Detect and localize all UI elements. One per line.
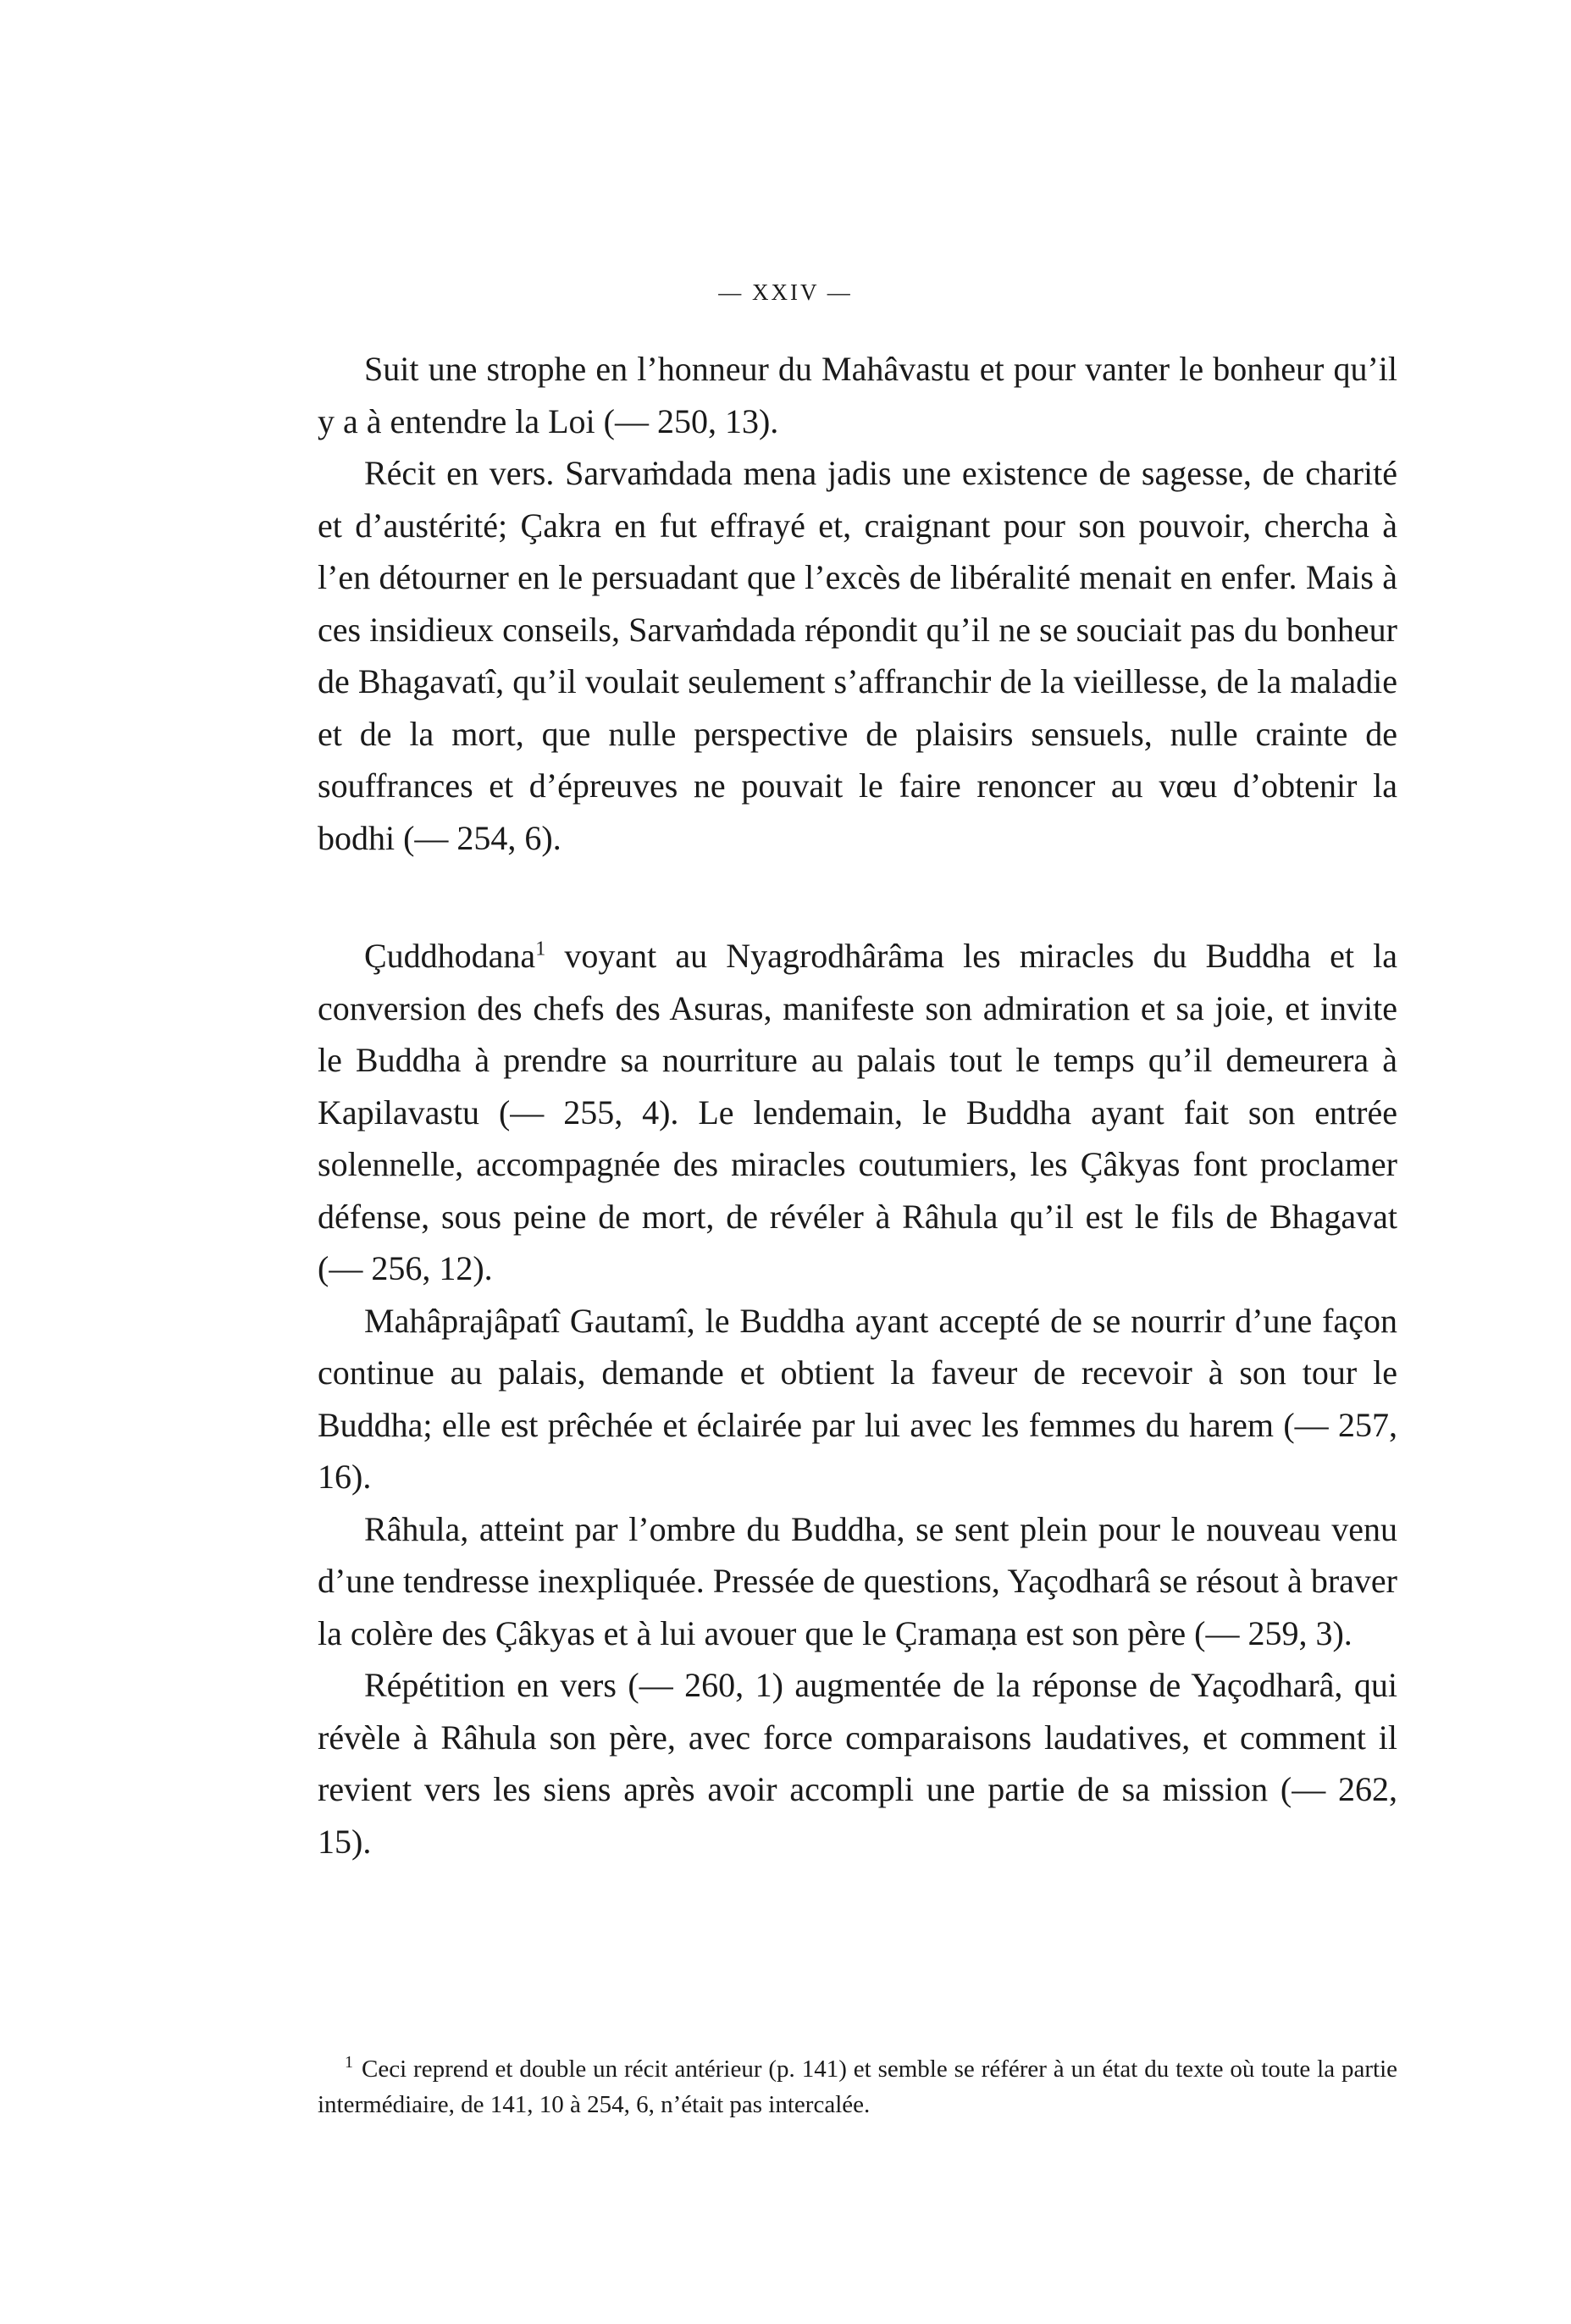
paragraph-cuddhodana-rest: voyant au Nyagrodhârâma les miracles du Buddha et la conversion des chefs des Asuras, manifeste son admiration et sa joie, et invite le Buddha à prendre sa nourriture au palais tout le temps qu’il demeurera à Kapilavastu (— 255, 4). Le lendemain, le Buddha ayant fait son entrée solennelle, accompagnée des miracles coutumiers, les Çâkyas font proclamer défense, sous peine de mort, de révéler à Râhula qu’il est le fils de Bhagavat (— 256, 12). <box>318 937 1397 1287</box>
paragraph-cuddhodana-start: Çuddhodana <box>364 937 536 975</box>
footnote-mark: 1 <box>345 2053 353 2072</box>
main-text <box>318 343 1397 1868</box>
footnote-text: Ceci reprend et double un récit antérieur (p. 141) et semble se référer à un état du texte où toute la partie intermédiaire, de 141, 10 à 254, 6, n’était pas intercalée. <box>318 2056 1397 2118</box>
paragraph-recit-en-vers: Récit en vers. Sarvaṁdada mena jadis une existence de sagesse, de charité et d’austérité; Çakra en fut effrayé et, craignant pour son pouvoir, chercha à l’en détourner en le persuadant que l’excès de libéralité menait en enfer. Mais à ces insidieux conseils, Sarvaṁdada répondit qu’il ne se souciait pas du bonheur de Bhagavatî, qu’il voulait seulement s’affranchir de la vieillesse, de la maladie et de la mort, que nulle perspective de plaisirs sensuels, nulle crainte de souffrances et d’épreuves ne pouvait le faire renoncer au vœu d’obtenir la bodhi (— 254, 6). <box>318 454 1397 857</box>
paragraph-strophe: Suit une strophe en l’honneur du Mahâvastu et pour vanter le bonheur qu’il y a à entendre la Loi (— 250, 13). <box>318 350 1397 440</box>
paragraph-mahaprajapati: Mahâprajâpatî Gautamî, le Buddha ayant accepté de se nourrir d’une façon continue au palais, demande et obtient la faveur de recevoir à son tour le Buddha; elle est prêchée et éclairée par lui avec les femmes du harem (— 257, 16). <box>318 1301 1397 1496</box>
footnote <box>318 2051 1397 2122</box>
footnote-reference: 1 <box>535 938 546 960</box>
running-head: — XXIV — <box>718 279 853 305</box>
paragraph-cuddhodana <box>318 930 1397 1295</box>
paragraph-repetition: Répétition en vers (— 260, 1) augmentée de la réponse de Yaçodharâ, qui révèle à Râhula son père, avec force comparaisons laudatives, et comment il revient vers les siens après avoir accompli une partie de sa mission (— 262, 15). <box>318 1666 1397 1861</box>
paragraph-rahula: Râhula, atteint par l’ombre du Buddha, se sent plein pour le nouveau venu d’une tendresse inexpliquée. Pressée de questions, Yaçodharâ se résout à braver la colère des Çâkyas et à lui avouer que le Çramaṇa est son père (— 259, 3). <box>318 1509 1397 1652</box>
